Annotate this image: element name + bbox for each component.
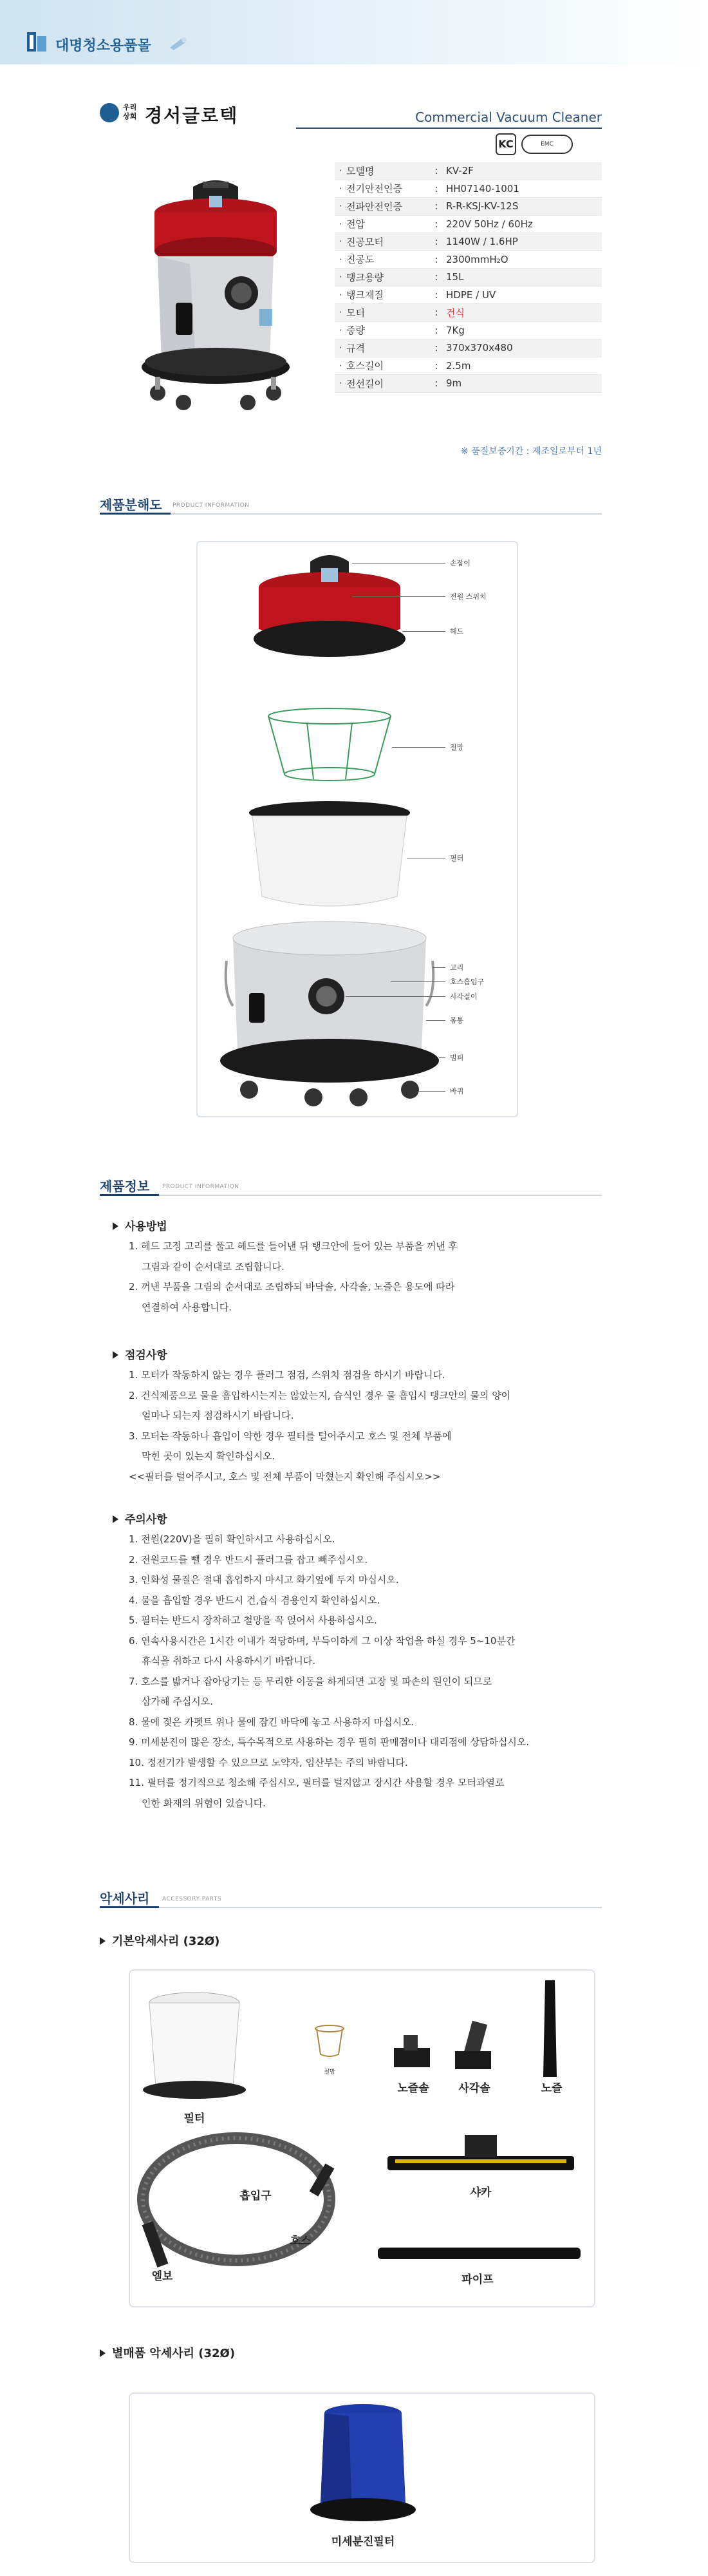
spec-row: · 모터 : 건식 — [335, 304, 602, 322]
emc-seal-icon: EMC — [521, 135, 573, 154]
section-sub-info: PRODUCT INFORMATION — [162, 1184, 239, 1190]
section-title-accessories: 악세사리 — [100, 1891, 150, 1906]
certification-marks — [496, 132, 573, 158]
section-sub-accessories: ACCESSORY PARTS — [162, 1896, 222, 1902]
caution-block — [113, 1510, 602, 1814]
spec-row: · 탱크용량 : 15L — [335, 269, 602, 287]
label-hook: 고리 — [450, 963, 464, 972]
spec-row: · 규격 : 370x370x480 — [335, 339, 602, 357]
info-line: 7. 호스를 밟거나 잡아당기는 등 무리한 이동을 하게되면 고장 및 파손의 원인이 되므로 — [129, 1675, 492, 1687]
info-line: <<필터를 털어주시고, 호스 및 전체 부품이 막혔는지 확인해 주십시오>> — [129, 1470, 441, 1482]
kc-mark-icon: KC — [496, 133, 516, 155]
section-divider-accent — [100, 1194, 159, 1196]
acc-label-squeegee: 샤카 — [470, 2186, 492, 2199]
spec-row: · 진공모터 : 1140W / 1.6HP — [335, 233, 602, 251]
info-line: 3. 모터는 작동하나 흡입이 약한 경우 필터를 털어주시고 호스 및 전체 부품에 — [129, 1430, 452, 1442]
acc-label-fine-filter: 미세분진필터 — [331, 2535, 395, 2548]
header-divider — [296, 128, 602, 129]
info-line: 9. 미세분진이 많은 장소, 특수목적으로 사용하는 경우 필히 판매점이나 대리점에 상담하십시오. — [129, 1736, 530, 1748]
leader-line — [392, 747, 445, 748]
section-title-exploded: 제품분해도 — [100, 497, 162, 513]
leader-line — [433, 967, 445, 968]
brand-logo-icon — [100, 103, 119, 122]
caution-heading: 주의사항 — [113, 1510, 602, 1530]
leader-line — [391, 981, 445, 982]
info-line: 11. 필터를 정기적으로 청소해 주십시오, 필터를 털지않고 장시간 사용할 경우 모터과열로 — [129, 1777, 505, 1788]
info-line: 연결하여 사용합니다. — [142, 1301, 232, 1313]
info-line: 5. 필터는 반드시 장착하고 철망을 꼭 얹어서 사용하십시오. — [129, 1615, 377, 1626]
extra-accessories-heading: 별매품 악세사리 (32Ø) — [100, 2344, 235, 2361]
info-line: 3. 인화성 물질은 절대 흡입하지 마시고 화기옆에 두지 마십시오. — [129, 1574, 399, 1586]
spec-row: · 전압 : 220V 50Hz / 60Hz — [335, 216, 602, 234]
label-body: 몸통 — [450, 1016, 464, 1025]
section-divider — [100, 1907, 602, 1908]
usage-heading: 사용방법 — [113, 1217, 602, 1236]
section-divider — [100, 513, 602, 515]
info-line: 인한 화재의 위험이 있습니다. — [142, 1797, 266, 1809]
info-line: 1. 전원(220V)을 필히 확인하시고 사용하십시오. — [129, 1533, 335, 1545]
leader-line — [419, 1091, 445, 1092]
spec-row: · 모델명 : KV-2F — [335, 162, 602, 180]
shop-name[interactable]: 대명청소용품몰 — [55, 38, 151, 54]
label-bumper: 범퍼 — [450, 1054, 464, 1062]
brand-name: 경서글로텍 — [145, 105, 239, 126]
info-line: 휴식을 취하고 다시 사용하시기 바랍니다. — [142, 1655, 316, 1667]
label-filter: 필터 — [450, 854, 464, 862]
leader-line — [426, 1020, 445, 1021]
warranty-note: ※ 품질보증기간 : 제조일로부터 1년 — [461, 446, 602, 457]
info-line: 그림과 같이 순서대로 조립합니다. — [142, 1260, 284, 1273]
spec-row: · 전선길이 : 9m — [335, 375, 602, 393]
basic-accessories-heading: 기본악세사리 (32Ø) — [100, 1932, 219, 1949]
leader-line — [402, 631, 445, 632]
info-line: 막힌 곳이 있는지 확인하십시오. — [142, 1450, 275, 1462]
basic-accessories-box — [129, 1969, 595, 2307]
info-line: 삼가해 주십시오. — [142, 1696, 213, 1707]
acc-label-basket: 철망 — [324, 2069, 335, 2076]
acc-label-suction: 흡입구 — [239, 2190, 272, 2202]
acc-label-filter: 필터 — [183, 2112, 205, 2125]
leader-line — [439, 1057, 445, 1058]
label-head: 헤드 — [450, 627, 464, 636]
spec-row: · 호스길이 : 2.5m — [335, 357, 602, 375]
spec-table — [335, 162, 602, 393]
section-divider-accent — [100, 1906, 159, 1908]
exploded-view-box — [196, 541, 518, 1117]
brush-icon — [169, 36, 188, 50]
basic-accessories-image — [130, 1971, 597, 2309]
leader-line — [352, 563, 445, 564]
vacuum-cleaner-image — [113, 174, 319, 419]
spec-row: · 탱크재질 : HDPE / UV — [335, 287, 602, 305]
leader-line — [346, 996, 445, 997]
extra-accessories-box — [129, 2392, 595, 2563]
info-line: 2. 전원코드를 뺄 경우 반드시 플러그를 잡고 빼주십시오. — [129, 1553, 368, 1566]
brand-small-text: 우리상회 — [123, 103, 137, 120]
usage-block — [113, 1217, 602, 1318]
info-line: 2. 건식제품으로 물을 흡입하시는지는 않았는지, 습식인 경우 물 흡입시 탱크안의 물의 양이 — [129, 1389, 511, 1401]
label-power-switch: 전원 스위치 — [450, 592, 487, 601]
info-line: 2. 꺼낸 부품을 그림의 순서대로 조립하되 바닥솔, 사각솔, 노즐은 용도에 따라 — [129, 1281, 455, 1293]
spec-row: · 전기안전인증 : HH07140-1001 — [335, 180, 602, 198]
info-line: 10. 정전기가 발생할 수 있으므로 노약자, 임산부는 주의 바랍니다. — [129, 1756, 408, 1768]
info-line: 8. 물에 젖은 카펫트 위나 물에 잠긴 바닥에 놓고 사용하지 마십시오. — [129, 1716, 415, 1728]
info-line: 얼마나 되는지 점검하시기 바랍니다. — [142, 1410, 294, 1421]
section-sub-exploded: PRODUCT INFORMATION — [172, 502, 250, 509]
label-hose-inlet: 호스흡입구 — [450, 978, 485, 986]
section-divider — [100, 1195, 602, 1196]
check-block — [113, 1346, 602, 1487]
info-line: 4. 물을 흡입할 경우 반드시 건,습식 겸용인지 확인하십시오. — [129, 1594, 380, 1606]
product-brand-row — [100, 102, 602, 129]
product-subtitle: Commercial Vacuum Cleaner — [415, 109, 602, 125]
leader-line — [352, 596, 445, 597]
exploded-view-image — [198, 542, 519, 1119]
label-handle: 손잡이 — [450, 559, 470, 567]
section-divider-accent — [100, 513, 171, 515]
spec-row: · 전파안전인증 : R-R-KSJ-KV-12S — [335, 198, 602, 216]
spec-row: · 중량 : 7Kg — [335, 322, 602, 340]
info-line: 6. 연속사용시간은 1시간 이내가 적당하며, 부득이하게 그 이상 작업을 하실 경우 5~10분간 — [129, 1634, 516, 1647]
acc-label-square-brush: 사각솔 — [458, 2082, 490, 2095]
label-basket: 철망 — [450, 743, 464, 752]
section-title-info: 제품정보 — [100, 1179, 150, 1194]
shop-logo-icon — [27, 31, 48, 53]
check-heading: 점검사항 — [113, 1346, 602, 1365]
info-line: 1. 모터가 작동하지 않는 경우 플러그 점검, 스위치 점검을 하시기 바랍니다. — [129, 1369, 445, 1381]
info-line: 1. 헤드 고정 고리를 풀고 헤드를 들어낸 뒤 탱크안에 들어 있는 부품을 꺼낸 후 — [129, 1240, 458, 1252]
label-wheel: 바퀴 — [450, 1087, 464, 1095]
acc-label-pipe: 파이프 — [461, 2273, 494, 2286]
acc-label-hose: 호스 — [290, 2235, 312, 2248]
acc-label-elbow: 엘보 — [151, 2270, 173, 2283]
acc-label-floor-brush: 노즐솔 — [397, 2082, 429, 2095]
spec-row: · 진공도 : 2300mmH₂O — [335, 251, 602, 269]
acc-label-nozzle: 노즐 — [541, 2082, 563, 2095]
top-banner — [0, 0, 708, 64]
label-suction-port: 사각걸이 — [450, 992, 478, 1001]
